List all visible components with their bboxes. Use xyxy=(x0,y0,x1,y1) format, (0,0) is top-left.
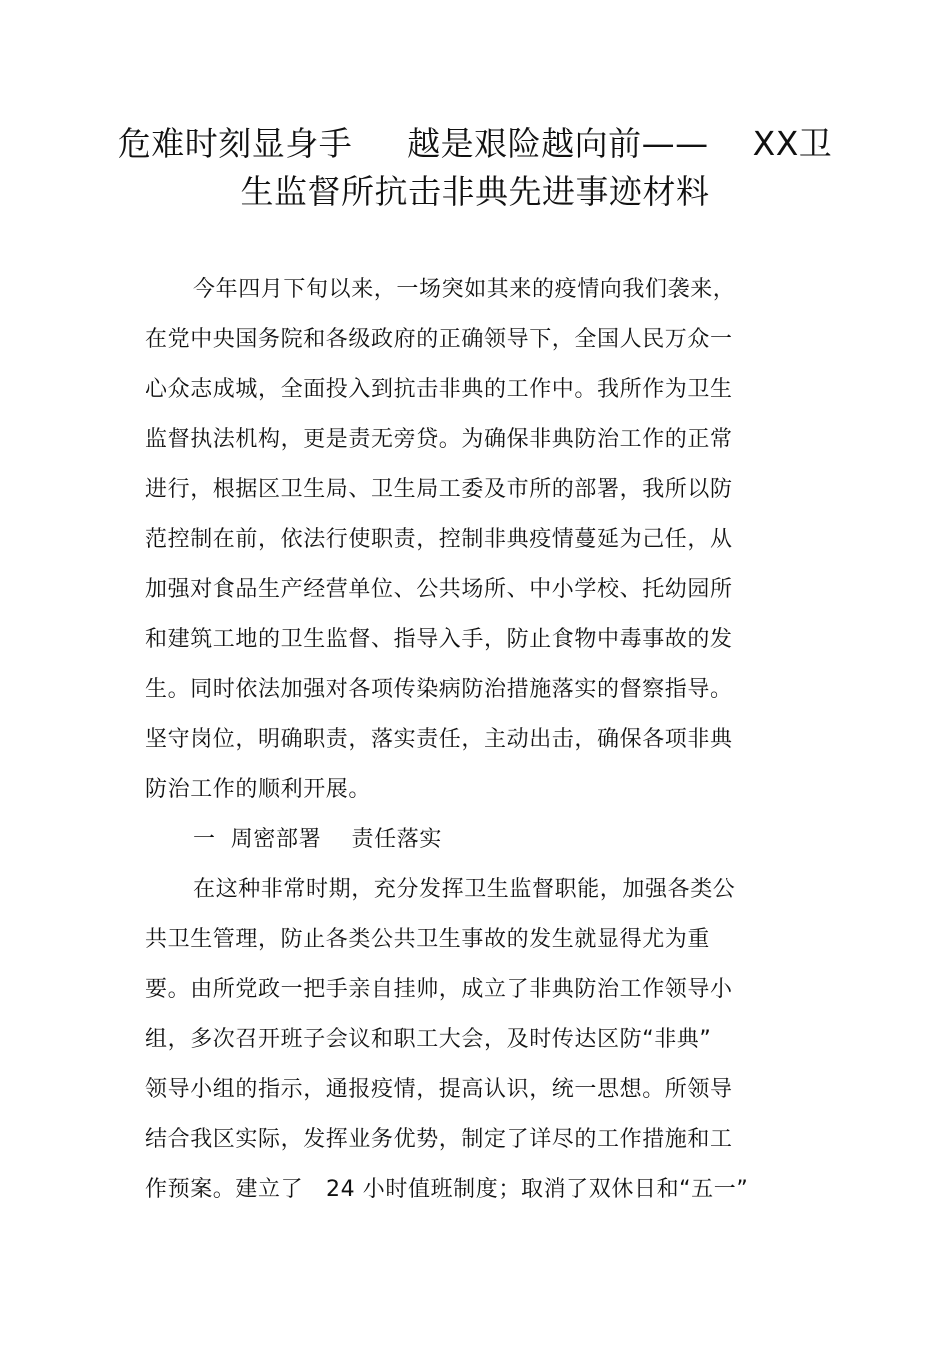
paragraph-line: 生。同时依法加强对各项传染病防治措施落实的督察指导。 xyxy=(145,677,733,702)
paragraph-line: 范控制在前，依法行使职责，控制非典疫情蔓延为己任，从 xyxy=(145,527,733,552)
section-heading: 一 周密部署 责任落实 xyxy=(193,827,442,852)
paragraph-line: 今年四月下旬以来，一场突如其来的疫情向我们袭来， xyxy=(193,277,736,302)
document-title-line-2: 生监督所抗击非典先进事迹材料 xyxy=(240,172,710,211)
paragraph-line: 结合我区实际，发挥业务优势，制定了详尽的工作措施和工 xyxy=(145,1127,733,1152)
paragraph-line: 监督执法机构，更是责无旁贷。为确保非典防治工作的正常 xyxy=(145,427,733,452)
paragraph-line: 要。由所党政一把手亲自挂帅，成立了非典防治工作领导小 xyxy=(145,977,733,1002)
paragraph-line: 组，多次召开班子会议和职工大会，及时传达区防“非典” xyxy=(145,1027,712,1052)
paragraph-line: 在党中央国务院和各级政府的正确领导下，全国人民万众一 xyxy=(145,327,733,352)
paragraph-line: 坚守岗位，明确职责，落实责任，主动出击，确保各项非典 xyxy=(145,727,733,752)
paragraph-line: 作预案。建立了 24 小时值班制度；取消了双休日和“五一” xyxy=(145,1177,749,1202)
paragraph-line: 在这种非常时期，充分发挥卫生监督职能，加强各类公 xyxy=(193,877,736,902)
paragraph-line: 进行，根据区卫生局、卫生局工委及市所的部署，我所以防 xyxy=(145,477,733,502)
paragraph-line: 共卫生管理，防止各类公共卫生事故的发生就显得尤为重 xyxy=(145,927,711,952)
document-title-line-1: 危难时刻显身手 越是艰险越向前—— XX卫 xyxy=(117,124,833,163)
paragraph-line: 领导小组的指示，通报疫情，提高认识，统一思想。所领导 xyxy=(145,1077,733,1102)
paragraph-line: 防治工作的顺利开展。 xyxy=(145,777,372,802)
paragraph-line: 心众志成城，全面投入到抗击非典的工作中。我所作为卫生 xyxy=(145,377,733,402)
paragraph-line: 和建筑工地的卫生监督、指导入手，防止食物中毒事故的发 xyxy=(145,627,733,652)
paragraph-line: 加强对食品生产经营单位、公共场所、中小学校、托幼园所 xyxy=(145,577,733,602)
